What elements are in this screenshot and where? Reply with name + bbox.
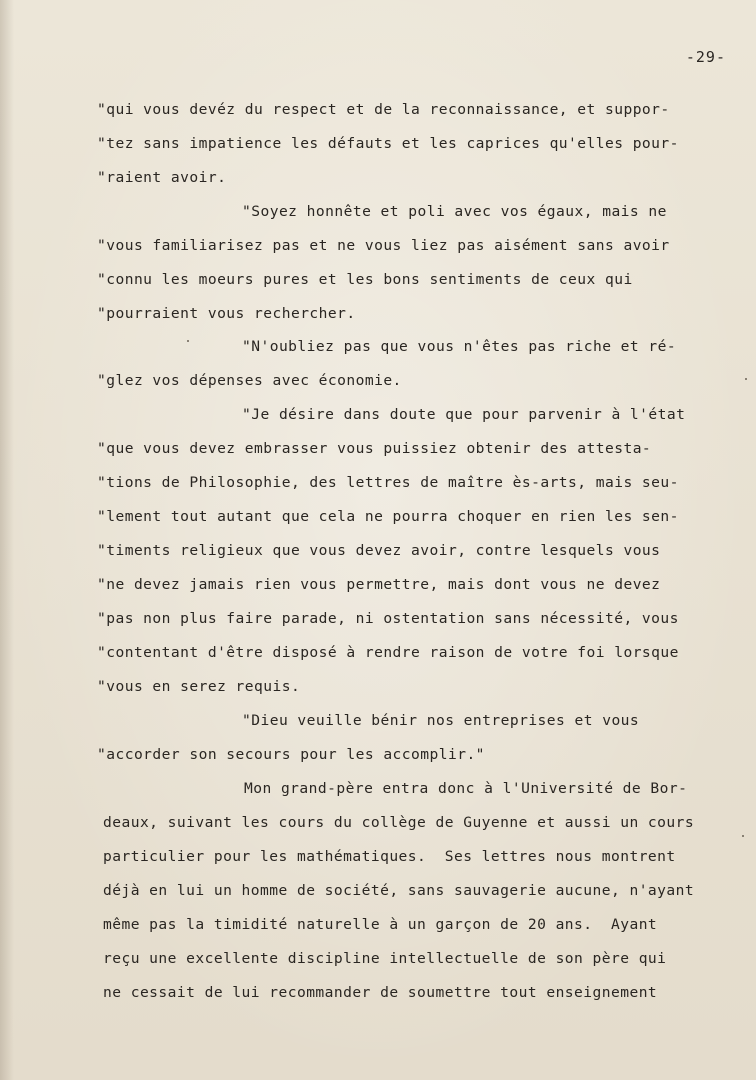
text-line: "qui vous devéz du respect et de la reconnaissance, et suppor- bbox=[97, 101, 670, 118]
text-line: "contentant d'être disposé à rendre raison de votre foi lorsque bbox=[97, 644, 679, 661]
text-line: "timents religieux que vous devez avoir, contre lesquels vous bbox=[97, 542, 661, 559]
text-line: "ne devez jamais rien vous permettre, mais dont vous ne devez bbox=[97, 576, 661, 593]
text-line: deaux, suivant les cours du collège de Guyenne et aussi un cours bbox=[103, 814, 695, 831]
paper-speck bbox=[187, 340, 189, 342]
text-line: "raient avoir. bbox=[97, 169, 227, 186]
text-line: particulier pour les mathématiques. Ses lettres nous montrent bbox=[103, 848, 676, 865]
paper-speck bbox=[745, 378, 747, 380]
text-line: "tez sans impatience les défauts et les caprices qu'elles pour- bbox=[97, 135, 679, 152]
text-line: "Dieu veuille bénir nos entreprises et vous bbox=[242, 712, 640, 729]
text-line: même pas la timidité naturelle à un garçon de 20 ans. Ayant bbox=[103, 916, 658, 933]
page-number: -29- bbox=[685, 48, 726, 66]
text-line: "N'oubliez pas que vous n'êtes pas riche et ré- bbox=[242, 338, 677, 355]
text-line: déjà en lui un homme de société, sans sauvagerie aucune, n'ayant bbox=[103, 882, 695, 899]
text-line: "lement tout autant que cela ne pourra choquer en rien les sen- bbox=[97, 508, 679, 525]
paper-speck bbox=[742, 835, 744, 837]
text-line: Mon grand-père entra donc à l'Université de Bor- bbox=[244, 780, 688, 797]
text-line: "vous en serez requis. bbox=[97, 678, 301, 695]
page-edge-shadow bbox=[0, 0, 14, 1080]
text-line: "vous familiarisez pas et ne vous liez pas aisément sans avoir bbox=[97, 237, 670, 254]
text-line: "pourraient vous rechercher. bbox=[97, 305, 356, 322]
text-line: "glez vos dépenses avec économie. bbox=[97, 372, 402, 389]
text-line: ne cessait de lui recommander de soumettre tout enseignement bbox=[103, 984, 658, 1001]
text-line: "Soyez honnête et poli avec vos égaux, mais ne bbox=[242, 203, 667, 220]
text-line: "Je désire dans doute que pour parvenir à l'état bbox=[242, 406, 686, 423]
text-line: "connu les moeurs pures et les bons sentiments de ceux qui bbox=[97, 271, 633, 288]
text-line: reçu une excellente discipline intellectuelle de son père qui bbox=[103, 950, 667, 967]
text-line: "accorder son secours pour les accomplir." bbox=[97, 746, 485, 763]
text-line: "que vous devez embrasser vous puissiez obtenir des attesta- bbox=[97, 440, 652, 457]
text-line: "pas non plus faire parade, ni ostentation sans nécessité, vous bbox=[97, 610, 679, 627]
text-line: "tions de Philosophie, des lettres de maître ès-arts, mais seu- bbox=[97, 474, 679, 491]
